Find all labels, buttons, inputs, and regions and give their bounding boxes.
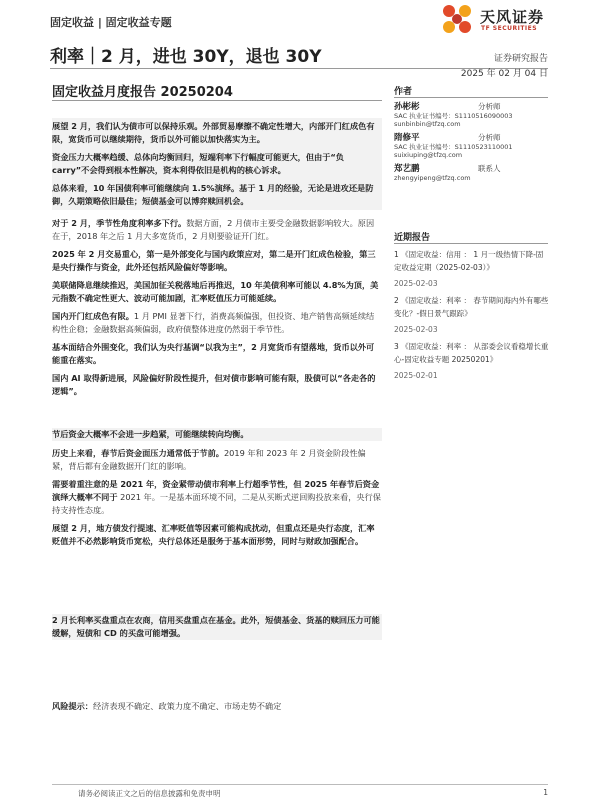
para6-lead: 国内 AI 取得新进展，风险偏好阶段性提升，但对债市影响可能有限，股债可以“各走各的逻辑”。 (52, 373, 376, 396)
summary-p1: 展望 2 月，我们认为债市可以保持乐观。外部贸易摩擦不确定性增大，内部开门红成色有限，宽货币可以继续期待，货币以外可能以加快落实为主。 (52, 121, 375, 144)
summary-box-2 (52, 428, 382, 441)
authors-rule (394, 97, 548, 98)
author-name: 孙彬彬 (394, 102, 420, 112)
summary-p2: 资金压力大概率趋缓、总体向均衡回归，短端利率下行幅度可能更大，但由于“负 carry”不会得到根本性解决，资本利得依旧是机构的核心诉求。 (52, 152, 344, 175)
author-email: suixiuping@tfzq.com (394, 151, 463, 159)
author-role: 联系人 (478, 164, 501, 173)
summary-p4: 节后资金大概率不会进一步趋紧，可能继续转向均衡。 (52, 429, 249, 439)
brand-sub: TF SECURITIES (481, 25, 538, 32)
logo-mark-icon (440, 2, 474, 36)
para8-text: 2021 年。一是基本面环境不同，二是从买断式逆回购投放来看，央行保持支持性态度。 (52, 492, 381, 515)
summary-p3: 总体来看，10 年国债利率可能继续向 1.5%演绎。基于 1 月的经验，无论是进攻还是防御，久期策略依旧最佳；短债基金可以博弈赎回机会。 (52, 183, 374, 206)
summary-p5: 2 月长利率买盘重点在农商，信用买盘重点在基金。此外，短债基金、货基的赎回压力可能缓解，短债和 CD 的买盘可能增强。 (52, 615, 380, 638)
related-report-date: 2025-02-03 (394, 279, 438, 288)
footer-disclaimer: 请务必阅读正文之后的信息披露和免责申明 (78, 789, 221, 798)
brand-name: 天风证券 (480, 8, 545, 26)
summary-box-3 (52, 614, 382, 640)
authors-heading: 作者 (394, 87, 413, 97)
author-license: SAC 执业证书编号：S1110516090003 (394, 112, 513, 120)
author-email: sunbinbin@tfzq.com (394, 120, 461, 128)
brand-logo (440, 2, 560, 36)
related-report-link[interactable]: 3 《固定收益：利率 ： 从部委会议看稳增长重心-固定收益专题 20250201》 (394, 342, 549, 364)
report-type: 证券研究报告 (493, 54, 548, 64)
para7-lead: 历史上来看，春节后资金面压力通常低于节前。 (52, 448, 224, 458)
related-rule (394, 243, 548, 244)
para1-text: 数据方面，2 月债市主要受金融数据影响较大。原因在于，2018 年之后 1 月大多宽货币，2 月则要验证开门红。 (52, 218, 375, 241)
author-email: zhengyipeng@tfzq.com (394, 174, 471, 182)
related-heading: 近期报告 (394, 233, 431, 243)
para5-lead: 基本面结合外围变化，我们认为央行基调“以我为主”，2 月宽货币有望落地，货币以外可能重在落实。 (52, 342, 375, 365)
body-section-1 (52, 217, 382, 398)
author-name: 郑艺鹏 (394, 164, 420, 174)
related-report-link[interactable]: 1 《固定收益：信用 ： 1 月一级热情下降-固定收益定期（2025-02-03）》 (394, 250, 544, 272)
summary-box-1 (52, 118, 382, 210)
para4-text: 1 月 PMI 显著下行，消费高频偏强，但投资、地产销售高频延续结构性企稳；金融数据高频偏弱，政府债整体进度仍然弱于季节性。 (52, 311, 375, 334)
author-name: 隋修平 (394, 133, 420, 143)
para7-text: 2019 年和 2023 年 2 月资金阶段性偏紧，背后都有金融数据开门红的影响。 (52, 448, 366, 471)
para2-lead: 2025 年 2 月交易重心，第一是外部变化与国内政策应对，第二是开门红成色检验，第三是央行操作与资金，此外还包括风险偏好等影响。 (52, 249, 376, 272)
para8-lead: 需要着重注意的是 2021 年，资金紧带动债市利率上行超季节性，但 2025 年春节后资金演绎大概率不同于 (52, 479, 380, 502)
author-license: SAC 执业证书编号：S1110523110001 (394, 143, 513, 151)
related-report-link[interactable]: 2 《固定收益：利率 ： 春节期间海内外有哪些变化？-假日景气跟踪》 (394, 296, 549, 318)
para3-lead: 美联储降息继续推迟，美国加征关税落地后再推迟，10 年美债利率可能以 4.8%为顶，美元指数不确定性更大、波动可能加剧，汇率贬值压力可能延续。 (52, 280, 379, 303)
report-date: 2025 年 02 月 04 日 (460, 69, 548, 79)
body-section-2 (52, 447, 382, 548)
page-title: 利率｜2 月，进也 30Y，退也 30Y (50, 47, 322, 67)
report-subtitle: 固定收益月度报告 20250204 (52, 85, 233, 100)
related-report-date: 2025-02-03 (394, 325, 438, 334)
page-number: 1 (543, 788, 548, 797)
para1-lead: 对于 2 月，季节性角度利率多下行。 (52, 218, 187, 228)
summary-highlight (52, 118, 382, 210)
related-report-date: 2025-02-01 (394, 371, 438, 380)
author-role: 分析师 (478, 102, 501, 111)
risk-note (52, 700, 382, 713)
report-category: 固定收益 | 固定收益专题 (50, 16, 172, 29)
subtitle-rule (52, 100, 382, 101)
author-role: 分析师 (478, 133, 501, 142)
risk-text: 经济表现不确定、政策力度不确定、市场走势不确定 (92, 701, 282, 711)
para4-lead: 国内开门红成色有限。 (52, 311, 134, 321)
risk-label: 风险提示： (52, 701, 93, 711)
footer-rule (52, 784, 548, 785)
para9-lead: 展望 2 月，地方债发行提速、汇率贬值等因素可能构成扰动，但重点还是央行态度，汇率贬值并不必然影响货币宽松，央行总体还是服务于基本面形势，同时与财政加强配合。 (52, 523, 375, 546)
